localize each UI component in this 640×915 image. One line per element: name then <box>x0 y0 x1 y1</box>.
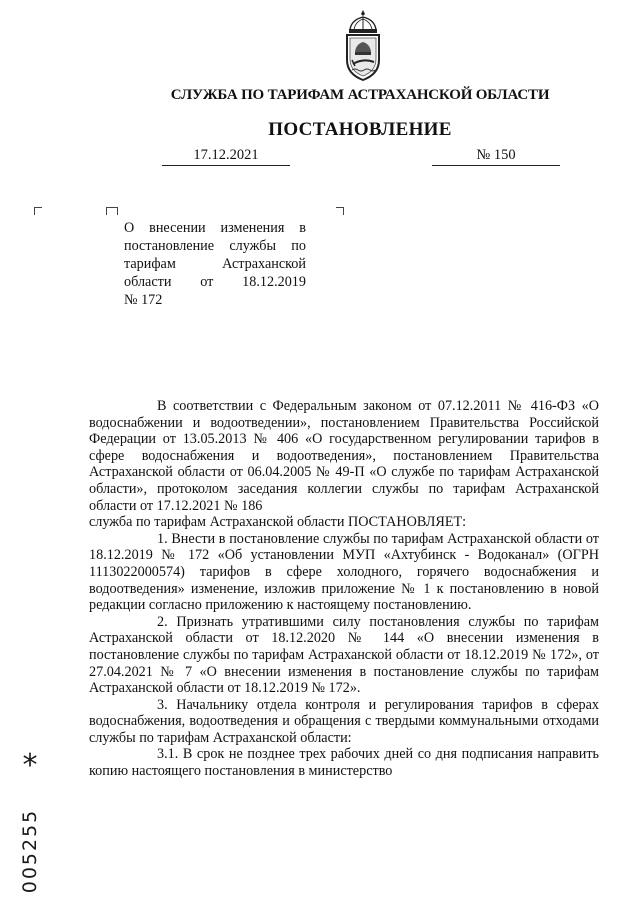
organization-name: СЛУЖБА ПО ТАРИФАМ АСТРАХАНСКОЙ ОБЛАСТИ <box>170 87 550 103</box>
registration-stamp <box>10 748 50 900</box>
item-3-paragraph: 3. Начальнику отдела контроля и регулирования тарифов в сферах водоснабжения, водоотведения и обращения с твердыми коммунальными отходами службы по тарифам Астраханской области: <box>89 696 599 746</box>
item-3-1-paragraph: 3.1. В срок не позднее трех рабочих дней со дня подписания направить копию настоящего постановления в министерство <box>89 746 599 780</box>
stamp-number: 005255 <box>19 808 41 894</box>
coat-of-arms-emblem <box>336 8 390 84</box>
stamp-mark: * <box>22 748 38 783</box>
subject-line: № 172 <box>124 292 163 308</box>
item-1-paragraph: 1. Внести в постановление службы по тарифам Астраханской области от 18.12.2019 № 172 «Об установлении МУП «Ахтубинск - Водоканал» (ОГРН 1113022000574) тарифов в сфере холодного, горячего водоснабжения и водоотведения» изменение, изложив приложение № 1 к постановлению в новой редакции согласно приложению к настоящему постановлению. <box>89 530 599 614</box>
corner-bracket-top-right-inner <box>110 207 118 215</box>
document-number: № 150 <box>432 147 560 166</box>
document-date: 17.12.2021 <box>162 147 290 166</box>
document-body <box>89 398 599 780</box>
corner-bracket-top-right <box>336 207 344 215</box>
subject-line: О внесении изменения в <box>124 220 306 236</box>
subject-line: постановление службы по <box>124 238 306 254</box>
document-type-title: ПОСТАНОВЛЕНИЕ <box>268 119 452 140</box>
subject-line: области от 18.12.2019 <box>124 274 306 290</box>
preamble-paragraph: В соответствии с Федеральным законом от 07.12.2011 № 416-ФЗ «О водоснабжении и водоотведении», постановлением Правительства Российской Федерации от 13.05.2013 № 406 «О государственном регулировании тарифов в сфере водоснабжения и водоотведения», постановлением Правительства Астраханской области от 06.04.2005 № 49-П «О службе по тарифам Астраханской области», протоколом заседания коллегии службы по тарифам Астраханской области от 17.12.2021 № 186 <box>89 398 599 514</box>
resolution-statement: служба по тарифам Астраханской области ПОСТАНОВЛЯЕТ: <box>89 514 467 531</box>
item-2-paragraph: 2. Признать утратившими силу постановления службы по тарифам Астраханской области от 18.12.2020 № 144 «О внесении изменения в постановление службы по тарифам Астраханской области от 18.12.2019 № 172», от 27.04.2021 № 7 «О внесении изменения в постановление службы по тарифам Астраханской области от 18.12.2019 № 172». <box>89 613 599 697</box>
document-subject <box>124 219 306 309</box>
corner-bracket-top-left-outer <box>34 207 42 215</box>
subject-line: тарифам Астраханской <box>124 256 306 272</box>
